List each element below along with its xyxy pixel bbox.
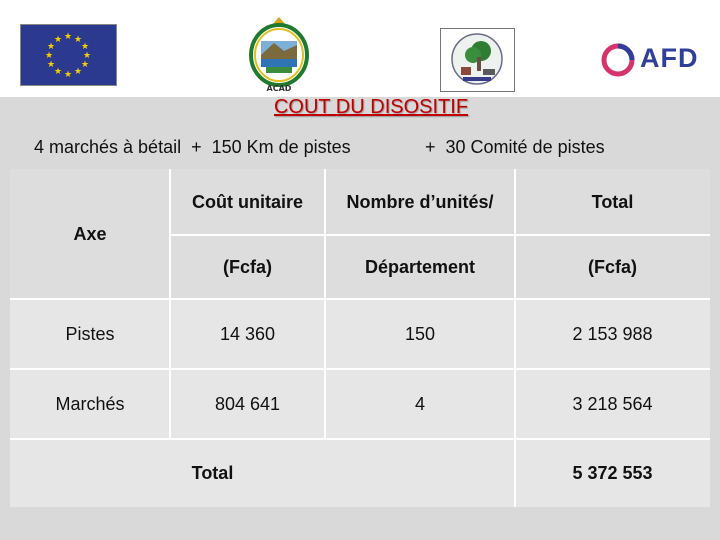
units-per-department: Département <box>325 235 515 299</box>
row-marches-units: 4 <box>325 369 515 439</box>
total-row-label-cell <box>10 439 515 507</box>
svg-text:★: ★ <box>80 42 90 52</box>
row-pistes-units: 150 <box>325 299 515 369</box>
grid-line <box>10 438 710 440</box>
svg-text:★: ★ <box>82 51 92 61</box>
grid-line <box>10 368 710 370</box>
grid-line <box>514 169 516 507</box>
svg-text:★: ★ <box>73 35 83 45</box>
grid-line <box>324 169 326 439</box>
total-currency: (Fcfa) <box>515 235 710 299</box>
eu-stars-icon <box>21 25 116 85</box>
eu-flag-logo <box>20 24 117 86</box>
grand-total-value: 5 372 553 <box>515 439 710 507</box>
ukopfo-logo <box>440 28 515 92</box>
afd-circle-icon <box>600 42 640 78</box>
total-header: Total <box>515 169 710 235</box>
logo-bar <box>0 0 720 97</box>
axe-header: Axe <box>73 223 107 244</box>
svg-text:★: ★ <box>44 51 54 61</box>
acad-caption: ACAD <box>266 84 292 93</box>
row-pistes-total: 2 153 988 <box>515 299 710 369</box>
total-row-label: Total <box>191 462 234 483</box>
acad-logo <box>244 15 314 95</box>
svg-text:★: ★ <box>80 60 90 70</box>
grid-line <box>169 169 171 439</box>
axe-header-cell <box>10 169 170 299</box>
svg-text:★: ★ <box>63 32 73 42</box>
afd-wordmark: AFD <box>640 43 699 73</box>
units-header: Nombre d’unités/ <box>325 169 515 235</box>
row-pistes-unit-cost: 14 360 <box>170 299 325 369</box>
unit-cost-header: Coût unitaire <box>170 169 325 235</box>
subtitle-markets-pistes: 4 marchés à bétail + 150 Km de pistes <box>34 137 351 157</box>
subtitle-committees: + 30 Comité de pistes <box>425 137 605 157</box>
svg-text:★: ★ <box>63 70 73 80</box>
slide-title: COUT DU DISOSITIF <box>273 96 469 118</box>
grid-line <box>170 234 710 236</box>
grid-line <box>10 298 710 300</box>
svg-text:★: ★ <box>53 67 63 77</box>
row-pistes-axe: Pistes <box>10 299 170 369</box>
row-marches-axe: Marchés <box>10 369 170 439</box>
row-marches-unit-cost: 804 641 <box>170 369 325 439</box>
svg-text:★: ★ <box>53 35 63 45</box>
svg-text:★: ★ <box>73 67 83 77</box>
row-marches-total: 3 218 564 <box>515 369 710 439</box>
unit-cost-currency: (Fcfa) <box>170 235 325 299</box>
svg-text:★: ★ <box>46 42 56 52</box>
cost-table <box>10 169 710 507</box>
svg-text:★: ★ <box>46 60 56 70</box>
